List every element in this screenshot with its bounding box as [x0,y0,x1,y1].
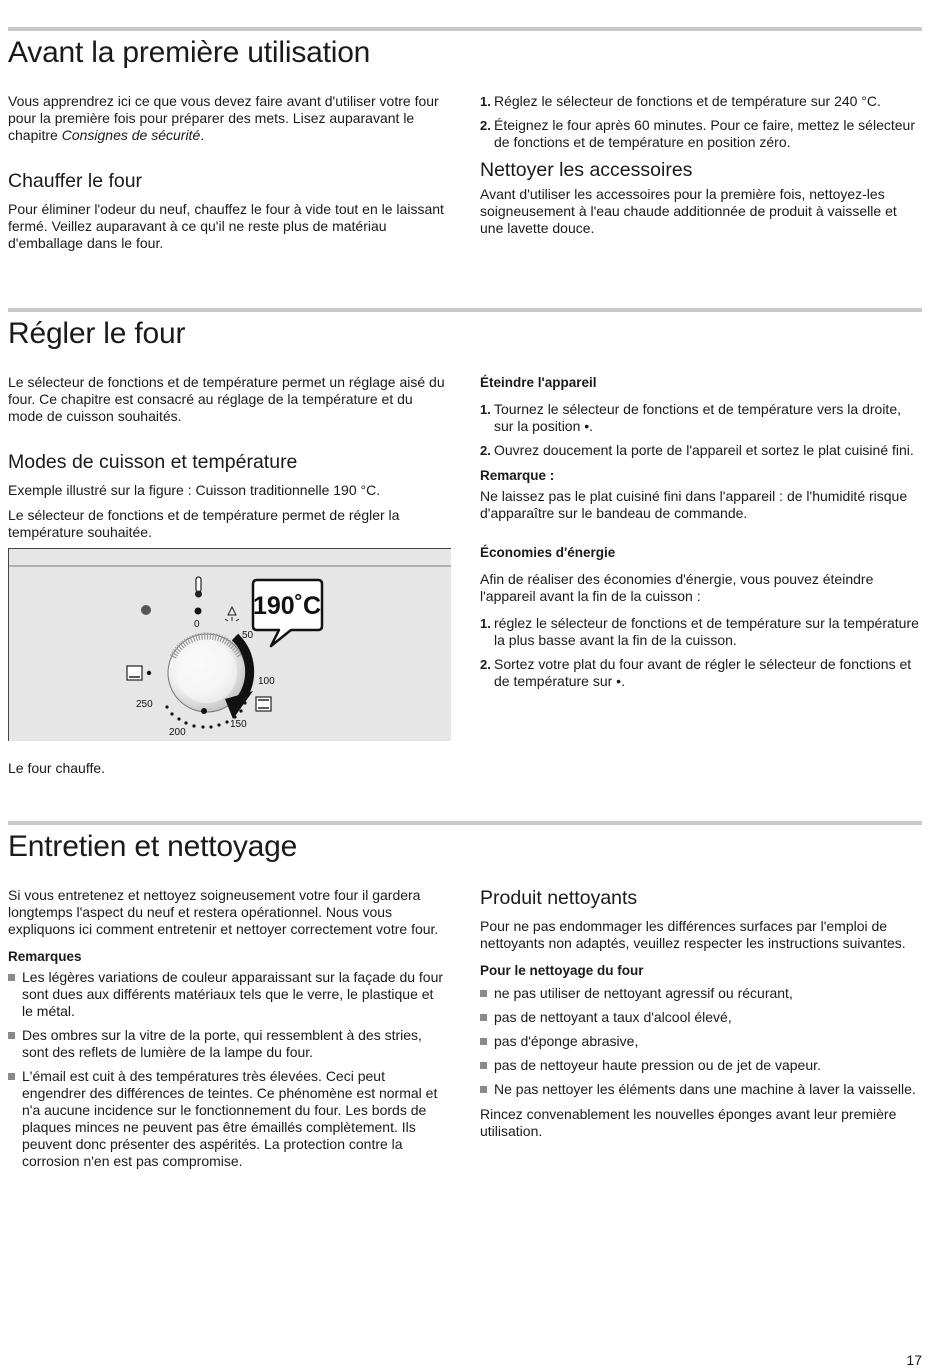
step-text: Éteignez le four après 60 minutes. Pour ce faire, mettez le sélecteur de fonctions et de température en position zéro. [494,117,915,150]
label-eteindre: Éteindre l'appareil [480,375,597,390]
step-text: réglez le sélecteur de fonctions et de température sur la température la plus basse avant la fin de la cuisson. [494,615,919,648]
label-nettoyage-four: Pour le nettoyage du four [480,963,644,978]
dial-label-0: 0 [194,619,200,630]
step-number: 1. [480,94,491,109]
temperature-display: 190˚C [252,592,322,620]
modes-text: Le sélecteur de fonctions et de température permet de régler la température souhaitée. [8,507,400,540]
label-remarques: Remarques [8,949,82,964]
square-bullet-icon [8,1073,15,1080]
step-text: Tournez le sélecteur de fonctions et de température vers la droite, sur la position •. [494,401,901,434]
off-position-dot [195,608,202,615]
list-item [480,1033,920,1050]
list-item-text: pas de nettoyant a taux d'alcool élevé, [494,1009,732,1025]
list-item-text: Des ombres sur la vitre de la porte, qui ressemblent à des stries, sont des reflets de lumière de la lampe du four. [22,1027,422,1060]
square-bullet-icon [480,1038,487,1045]
bottom-heat-icon [127,666,142,680]
label-economies: Économies d'énergie [480,545,616,560]
section1-intro [8,93,448,144]
dial-label-150: 150 [230,719,247,730]
section1-left-column [8,93,448,260]
section2-left-column [8,374,448,549]
list-item [8,1027,448,1061]
step-number: 2. [480,443,491,458]
list-item-text: Les légères variations de couleur apparaissant sur la façade du four sont dues aux différents matériaux tels que le verre, le plastique et le métal. [22,969,444,1019]
step-text: Réglez le sélecteur de fonctions et de température sur 240 °C. [494,93,881,109]
square-bullet-icon [480,1062,487,1069]
list-item-text: Ne pas nettoyer les éléments dans une machine à laver la vaisselle. [494,1081,916,1097]
chauffer-text: Pour éliminer l'odeur du neuf, chauffez le four à vide tout en le laissant fermé. Veillez auparavant à ce qu'il ne reste plus de matériau d'emballage dans le four. [8,201,444,251]
intro-italic-ref: Consignes de sécurité [61,127,201,143]
step-number: 1. [480,402,491,417]
list-item [480,1057,920,1074]
eteindre-steps [480,401,920,459]
accessoires-text: Avant d'utiliser les accessoires pour la première fois, nettoyez-les soigneusement à l'eau chaude additionnée de produit à vaisselle et une lavette douce. [480,186,897,236]
entretien-intro: Si vous entretenez et nettoyez soigneusement votre four il gardera longtemps l'aspect du neuf et restera opérationnel. Nous vous expliquons ici comment entretenir et nettoyer correctement votre four. [8,887,439,937]
list-item [480,442,920,459]
section-divider [8,27,922,31]
dial-label-250: 250 [136,699,153,710]
produits-list [480,985,920,1098]
square-bullet-icon [8,974,15,981]
remarques-list [8,969,448,1170]
section1-right-column [480,93,920,245]
step-text: Ouvrez doucement la porte de l'appareil et sortez le plat cuisiné fini. [494,442,914,458]
economies-steps [480,615,920,690]
section-divider [8,308,922,312]
list-item [8,1068,448,1170]
produits-text: Pour ne pas endommager les différences surfaces par l'emploi de nettoyants non adaptés, veuillez respecter les instructions suivantes. [480,918,906,951]
list-item [480,1081,920,1098]
dial-label-50: 50 [242,630,254,641]
regler-intro: Le sélecteur de fonctions et de température permet un réglage aisé du four. Ce chapitre est consacré au réglage de la température et du mode de cuisson souhaités. [8,374,445,424]
preheat-steps [480,93,920,151]
section-title-avant: Avant la première utilisation [8,36,371,69]
list-item [480,1009,920,1026]
step-number: 2. [480,118,491,133]
section-title-entretien: Entretien et nettoyage [8,830,298,863]
indicator-light-icon [141,605,151,615]
section-title-regler: Régler le four [8,317,186,350]
list-item [480,401,920,435]
square-bullet-icon [480,1014,487,1021]
list-item [480,117,920,151]
position-dot [147,671,151,675]
list-item [480,656,920,690]
thermometer-icon [195,577,202,598]
heading-modes: Modes de cuisson et température [8,451,298,473]
list-item [8,969,448,1020]
step-text: Sortez votre plat du four avant de régler le sélecteur de fonctions et de température sur •. [494,656,912,689]
square-bullet-icon [480,990,487,997]
lamp-icon [225,607,239,621]
temperature-display-bubble [253,580,322,646]
heading-accessoires: Nettoyer les accessoires [480,159,693,181]
square-bullet-icon [8,1032,15,1039]
step-number: 1. [480,616,491,631]
produits-outro: Rincez convenablement les nouvelles éponges avant leur première utilisation. [480,1106,897,1139]
list-item-text: L'émail est cuit à des températures très élevées. Ceci peut engendrer des différences de teintes. Ce phénomène est normal et n'a aucune incidence sur le fonctionnement du four. Les bords de plaques minces ne peuvent pas être émaillés complètement. Ils peuvent donc présenter des aspérités. La protection contre la corrosion n'en est pas compromise. [22,1068,438,1169]
step-number: 2. [480,657,491,672]
intro-suffix: . [200,127,205,143]
top-bottom-heat-icon [256,697,271,711]
intro-text: Vous apprendrez ici ce que vous devez faire avant d'utiliser votre four pour la première fois pour préparer des mets. Lisez auparavant le chapitre [8,93,439,143]
square-bullet-icon [480,1086,487,1093]
modes-example: Exemple illustré sur la figure : Cuisson traditionnelle 190 °C. [8,482,381,498]
figure-caption-wrap [8,760,448,785]
section-divider [8,821,922,825]
dial-label-100: 100 [258,676,275,687]
label-remarque: Remarque : [480,468,555,483]
economies-text: Afin de réaliser des économies d'énergie, vous pouvez éteindre l'appareil avant la fin de la cuisson : [480,571,874,604]
heading-chauffer: Chauffer le four [8,170,143,192]
oven-dial-figure [8,548,451,741]
list-item [480,985,920,1002]
section3-left-column [8,887,448,1178]
list-item-text: pas de nettoyeur haute pression ou de jet de vapeur. [494,1057,821,1073]
heading-produits: Produit nettoyants [480,887,638,909]
section3-right-column [480,887,920,1148]
list-item [480,93,920,110]
list-item-text: ne pas utiliser de nettoyant agressif ou récurant, [494,985,793,1001]
list-item [480,615,920,649]
list-item-text: pas d'éponge abrasive, [494,1033,639,1049]
section2-right-column [480,374,920,698]
page-number: 17 [906,1352,922,1368]
dial-label-200: 200 [169,727,186,738]
remarque-text: Ne laissez pas le plat cuisiné fini dans l'appareil : de l'humidité risque d'apparaître sur le bandeau de commande. [480,488,908,521]
figure-caption: Le four chauffe. [8,760,106,776]
